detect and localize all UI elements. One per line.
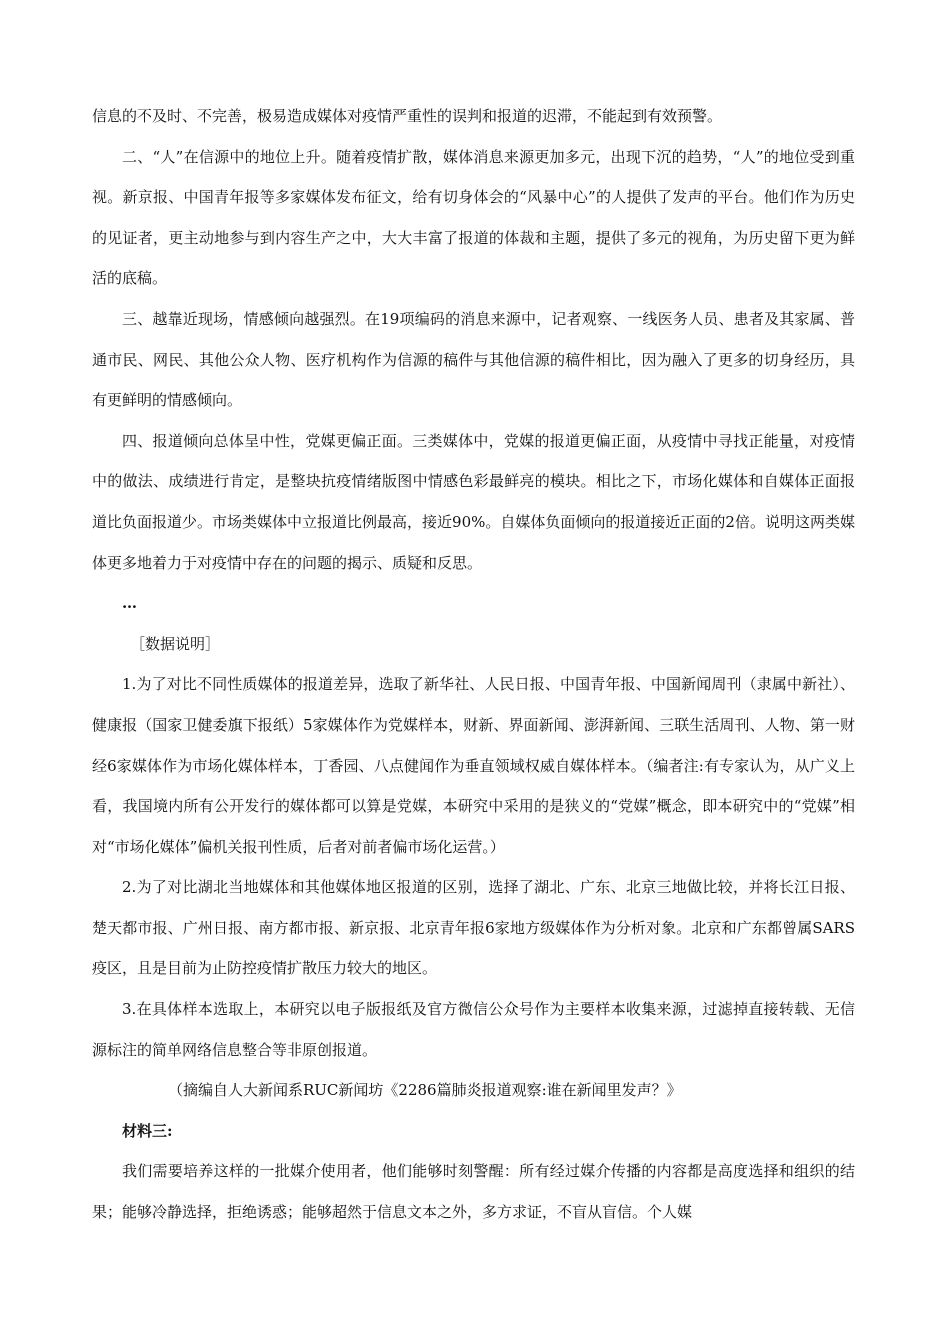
paragraph-point-three: 三、越靠近现场，情感倾向越强烈。在19项编码的消息来源中，记者观察、一线医务人员、患者及其家属、普通市民、网民、其他公众人物、医疗机构作为信源的稿件与其他信源的稿件相比，因为融入了更多的切身经历，具有更鲜明的情感倾向。 <box>92 309 855 410</box>
paragraph-continuation: 信息的不及时、不完善，极易造成媒体对疫情严重性的误判和报道的迟滞，不能起到有效预警。 <box>92 107 723 125</box>
data-note-item-2: 2.为了对比湖北当地媒体和其他媒体地区报道的区别，选择了湖北、广东、北京三地做比较，并将长江日报、楚天都市报、广州日报、南方都市报、新京报、北京青年报6家地方级媒体作为分析对象。北京和广东都曾属SARS疫区，且是目前为止防控疫情扩散压力较大的地区。 <box>92 878 855 978</box>
paragraph-point-two: 二、“人”在信源中的地位上升。随着疫情扩散，媒体消息来源更加多元，出现下沉的趋势，“人”的地位受到重视。新京报、中国青年报等多家媒体发布征文，给有切身体会的“风暴中心”的人提供了发声的平台。他们作为历史的见证者，更主动地参与到内容生产之中，大大丰富了报道的体裁和主题，提供了多元的视角，为历史留下更为鲜活的底稿。 <box>92 147 855 288</box>
paragraph-material-three: 我们需要培养这样的一批媒介使用者，他们能够时刻警醒：所有经过媒介传播的内容都是高度选择和组织的结果；能够冷静选择，拒绝诱惑；能够超然于信息文本之外，多方求证，不盲从盲信。个人媒 <box>92 1162 855 1222</box>
data-note-heading: ［数据说明］ <box>130 634 221 653</box>
paragraph-point-four: 四、报道倾向总体呈中性，党媒更偏正面。三类媒体中，党媒的报道更偏正面，从疫情中寻找正能量，对疫情中的做法、成绩进行肯定，是整块抗疫情绪版图中情感色彩最鲜亮的模块。相比之下，市场化媒体和自媒体正面报道比负面报道少。市场类媒体中立报道比例最高，接近90%。自媒体负面倾向的报道接近正面的2倍。说明这两类媒体更多地着力于对疫情中存在的问题的揭示、质疑和反思。 <box>92 431 855 572</box>
data-note-item-1: 1.为了对比不同性质媒体的报道差异，选取了新华社、人民日报、中国青年报、中国新闻周刊（隶属中新社）、健康报（国家卫健委旗下报纸）5家媒体作为党媒样本，财新、界面新闻、澎湃新闻、三联生活周刊、人物、第一财经6家媒体作为市场化媒体样本，丁香园、八点健闻作为垂直领域权威自媒体样本。（编者注:有专家认为，从广义上看，我国境内所有公开发行的媒体都可以算是党媒，本研究中采用的是狭义的“党媒”概念，即本研究中的“党媒”相对“市场化媒体”偏机关报刊性质，后者对前者偏市场化运营。） <box>92 675 855 856</box>
material-three-heading: 材料三: <box>122 1121 173 1140</box>
document-page <box>92 96 855 1233</box>
source-citation: （摘编自人大新闻系RUC新闻坊《2286篇肺炎报道观察:谁在新闻里发声？》 <box>168 1081 682 1100</box>
data-note-item-3: 3.在具体样本选取上，本研究以电子版报纸及官方微信公众号作为主要样本收集来源，过滤掉直接转载、无信源标注的简单网络信息整合等非原创报道。 <box>92 1000 855 1059</box>
ellipsis-mark: … <box>122 594 137 613</box>
